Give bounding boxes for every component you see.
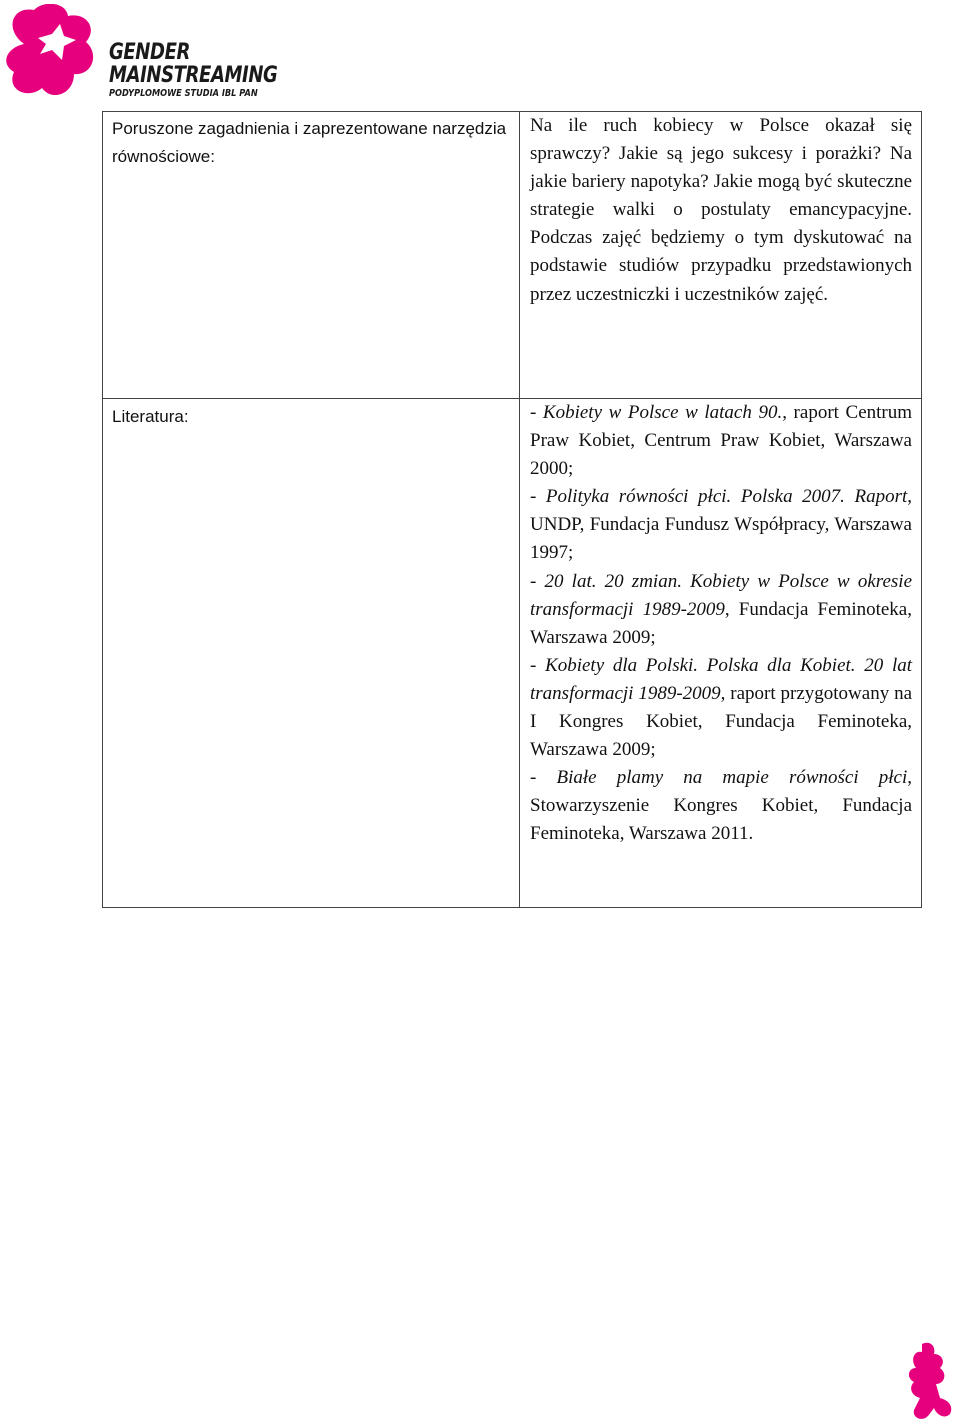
literature-item: [530, 483, 912, 567]
item-dash: -: [530, 654, 546, 676]
flower-logo-icon: [4, 4, 114, 104]
item-dash: -: [530, 767, 557, 789]
logo-line-gender: GENDER: [109, 40, 190, 65]
ref-title: Białe plamy na mapie równości płci: [556, 767, 908, 789]
topics-paragraph: Na ile ruch kobiecy w Polsce okazał się sprawczy? Jakie są jego sukcesy i porażki? Na jakie bariery napotyka? Jakie mogą być skuteczne strategie walki o postulaty emancypacyjne. Podczas zajęć będziemy o tym dyskutować na podstawie studiów przypadku przedstawionych przez uczestniczki i uczestników zajęć.: [530, 115, 912, 305]
course-info-table: [102, 111, 922, 908]
item-dash: -: [530, 570, 545, 592]
ref-title: Kobiety dla Polski. Polska dla Kobiet. 20 lat transformacji 1989-2009: [530, 654, 913, 704]
ref-title: Polityka równości płci. Polska 2007. Raport: [545, 486, 908, 508]
figure-shape: [909, 1343, 951, 1419]
table-row: [103, 112, 922, 399]
ref-title: Kobiety w Polsce w latach 90.: [542, 402, 783, 423]
table-row: [103, 399, 922, 908]
literature-item: [530, 652, 912, 764]
logo-wordmark: [109, 42, 314, 99]
item-dash: -: [530, 486, 546, 508]
literature-item: [530, 399, 912, 483]
row-label: Literatura:: [103, 399, 520, 908]
ref-details: , UNDP, Fundacja Fundusz Współpracy, Warszawa 1997;: [530, 486, 912, 564]
ref-details: , Fundacja Feminoteka, Warszawa 2009;: [530, 598, 912, 648]
literature-list: [520, 399, 922, 908]
row-content: [520, 112, 922, 399]
ref-title: 20 lat. 20 zmian. Kobiety w Polsce w okresie transformacji 1989-2009: [530, 570, 913, 620]
logo-line-mainstreaming: MAINSTREAMING: [109, 63, 278, 88]
ref-details: , Stowarzyszenie Kongres Kobiet, Fundacja Feminoteka, Warszawa 2011.: [530, 767, 912, 845]
item-dash: -: [530, 402, 543, 423]
pink-figure-icon: [900, 1340, 960, 1423]
gender-mainstreaming-logo: [4, 4, 278, 104]
row-label: Poruszone zagadnienia i zaprezentowane narzędzia równościowe:: [103, 112, 520, 399]
ref-details: , raport przygotowany na I Kongres Kobiet, Fundacja Feminoteka, Warszawa 2009;: [530, 682, 913, 761]
literature-item: [530, 764, 912, 848]
literature-item: [530, 568, 912, 652]
logo-line-subtitle: PODYPLOMOWE STUDIA IBL PAN: [109, 88, 258, 99]
ref-details: , raport Centrum Praw Kobiet, Centrum Praw Kobiet, Warszawa 2000;: [530, 402, 913, 480]
